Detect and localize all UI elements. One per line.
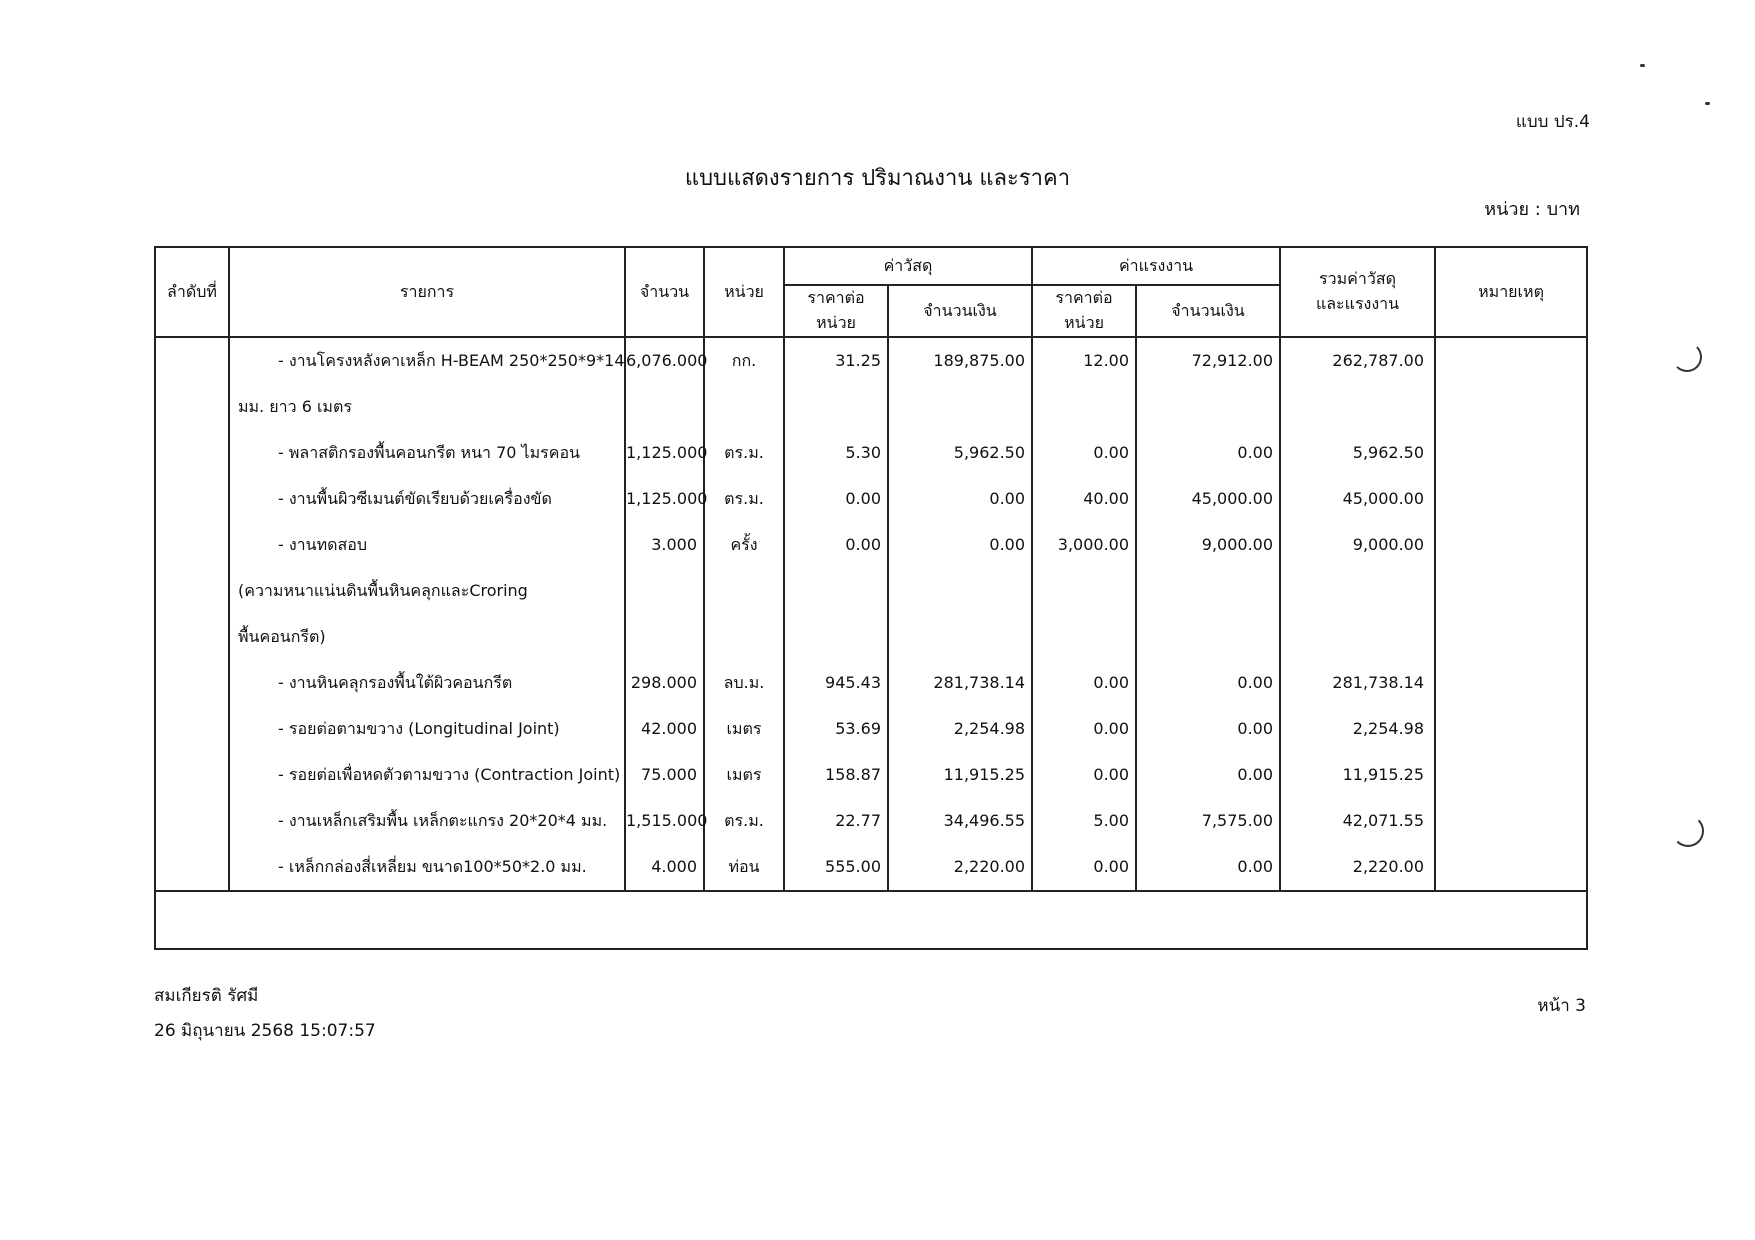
header-item: รายการ bbox=[229, 247, 625, 337]
item-lab-amount: 0.00 bbox=[1237, 857, 1274, 876]
item-total: 2,220.00 bbox=[1352, 857, 1425, 876]
item-lab-price: 12.00 bbox=[1083, 351, 1130, 370]
item-unit: เมตร bbox=[726, 765, 762, 784]
item-mat-price: 31.25 bbox=[835, 351, 881, 370]
item-qty: 42.000 bbox=[641, 719, 697, 738]
item-description-line: - พลาสติกรองพื้นคอนกรีต หนา 70 ไมรคอน bbox=[278, 443, 580, 462]
item-description-line: - งานหินคลุกรองพื้นใต้ผิวคอนกรีต bbox=[278, 673, 513, 692]
item-lab-price: 0.00 bbox=[1093, 443, 1130, 462]
item-mat-amount: 2,220.00 bbox=[953, 857, 1026, 876]
item-description-line: - งานโครงหลังคาเหล็ก H-BEAM 250*250*9*14 bbox=[278, 351, 625, 370]
spacer-line bbox=[1033, 384, 1135, 430]
header-labor-unit-price: ราคาต่อหน่วย bbox=[1032, 285, 1136, 337]
spacer-line bbox=[785, 614, 887, 660]
header-seq: ลำดับที่ bbox=[155, 247, 229, 337]
scan-punch-mark bbox=[1672, 342, 1702, 372]
spacer-line bbox=[626, 568, 703, 614]
item-mat-price: 5.30 bbox=[845, 443, 881, 462]
item-remark bbox=[1436, 752, 1586, 798]
header-labor: ค่าแรงงาน bbox=[1032, 247, 1280, 285]
spacer-line bbox=[1033, 614, 1135, 660]
item-description-line: - เหล็กกล่องสี่เหลี่ยม ขนาด100*50*2.0 มม. bbox=[278, 857, 587, 876]
item-qty: 1,125.000 bbox=[626, 489, 708, 508]
spacer-line bbox=[1137, 614, 1279, 660]
item-remark bbox=[1436, 476, 1586, 522]
header-qty: จำนวน bbox=[625, 247, 704, 337]
item-mat-amount: 11,915.25 bbox=[943, 765, 1026, 784]
item-lab-price: 5.00 bbox=[1093, 811, 1130, 830]
item-remark bbox=[1436, 798, 1586, 844]
item-total: 2,254.98 bbox=[1352, 719, 1425, 738]
item-description-line: (ความหนาแน่นดินพื้นหินคลุกและCroring bbox=[238, 581, 528, 600]
header-total-line2: และแรงงาน bbox=[1315, 294, 1400, 313]
col-remark bbox=[1435, 337, 1587, 891]
item-unit: ตร.ม. bbox=[724, 811, 764, 830]
item-mat-price: 0.00 bbox=[845, 489, 881, 508]
spacer-line bbox=[626, 614, 703, 660]
item-mat-price: 555.00 bbox=[825, 857, 881, 876]
item-unit: ท่อน bbox=[728, 857, 760, 876]
item-total: 262,787.00 bbox=[1332, 351, 1425, 370]
col-quantity bbox=[625, 337, 708, 891]
item-remark bbox=[1436, 430, 1586, 476]
header-remark: หมายเหตุ bbox=[1435, 247, 1587, 337]
header-material: ค่าวัสดุ bbox=[784, 247, 1032, 285]
spacer-line bbox=[1137, 568, 1279, 614]
item-unit: กก. bbox=[731, 351, 757, 370]
col-total bbox=[1280, 337, 1435, 891]
item-unit: ตร.ม. bbox=[724, 489, 764, 508]
item-lab-amount: 7,575.00 bbox=[1201, 811, 1274, 830]
item-lab-price: 0.00 bbox=[1093, 857, 1130, 876]
spacer-line bbox=[1137, 384, 1279, 430]
spacer-line bbox=[785, 568, 887, 614]
item-mat-amount: 2,254.98 bbox=[953, 719, 1026, 738]
scan-punch-mark bbox=[1672, 815, 1704, 847]
item-unit: ตร.ม. bbox=[724, 443, 764, 462]
item-remark bbox=[1436, 660, 1586, 706]
page-number: หน้า 3 bbox=[1537, 996, 1586, 1016]
item-lab-amount: 0.00 bbox=[1237, 673, 1274, 692]
spacer-line bbox=[1033, 568, 1135, 614]
item-mat-price: 53.69 bbox=[835, 719, 881, 738]
spacer-line bbox=[1436, 614, 1586, 660]
item-total: 5,962.50 bbox=[1352, 443, 1425, 462]
spacer-line bbox=[889, 614, 1031, 660]
items-row bbox=[155, 337, 1587, 891]
col-material-unit-price bbox=[784, 337, 888, 891]
item-lab-price: 0.00 bbox=[1093, 765, 1130, 784]
item-remark bbox=[1436, 844, 1586, 890]
item-qty: 1,125.000 bbox=[626, 443, 708, 462]
item-lab-amount: 45,000.00 bbox=[1191, 489, 1274, 508]
header-material-unit-price: ราคาต่อหน่วย bbox=[784, 285, 888, 337]
item-unit: ครั้ง bbox=[730, 535, 758, 554]
item-mat-price: 0.00 bbox=[845, 535, 881, 554]
item-description-line: พื้นคอนกรีต) bbox=[238, 627, 326, 646]
item-remark bbox=[1436, 338, 1586, 384]
item-total: 9,000.00 bbox=[1352, 535, 1425, 554]
col-labor-amount bbox=[1136, 337, 1280, 891]
item-lab-amount: 0.00 bbox=[1237, 719, 1274, 738]
item-total: 11,915.25 bbox=[1342, 765, 1425, 784]
item-unit: ลบ.ม. bbox=[723, 673, 765, 692]
spacer-line bbox=[785, 384, 887, 430]
print-timestamp: 26 มิถุนายน 2568 15:07:57 bbox=[154, 1021, 376, 1041]
item-mat-amount: 5,962.50 bbox=[953, 443, 1026, 462]
summary-cell bbox=[155, 891, 1587, 949]
item-remark bbox=[1436, 522, 1586, 568]
signer-name: สมเกียรติ รัศมี bbox=[154, 986, 259, 1006]
col-item-description bbox=[229, 337, 625, 891]
item-qty: 75.000 bbox=[641, 765, 697, 784]
scan-speck bbox=[1640, 64, 1645, 67]
scan-speck bbox=[1705, 102, 1710, 105]
spacer-line bbox=[1436, 568, 1586, 614]
col-seq bbox=[155, 337, 229, 891]
item-mat-amount: 189,875.00 bbox=[933, 351, 1026, 370]
item-mat-amount: 0.00 bbox=[989, 489, 1026, 508]
col-labor-unit-price bbox=[1032, 337, 1136, 891]
form-code: แบบ ปร.4 bbox=[1515, 112, 1590, 132]
item-description-line: - รอยต่อตามขวาง (Longitudinal Joint) bbox=[278, 719, 560, 738]
header-total bbox=[1280, 247, 1435, 337]
currency-unit-note: หน่วย : บาท bbox=[1484, 199, 1580, 220]
item-lab-price: 40.00 bbox=[1083, 489, 1130, 508]
spacer-line bbox=[1281, 568, 1434, 614]
item-mat-price: 22.77 bbox=[835, 811, 881, 830]
item-lab-amount: 0.00 bbox=[1237, 443, 1274, 462]
item-total: 42,071.55 bbox=[1342, 811, 1425, 830]
spacer-line bbox=[1436, 384, 1586, 430]
spacer-line bbox=[1281, 384, 1434, 430]
item-lab-amount: 9,000.00 bbox=[1201, 535, 1274, 554]
item-qty: 3.000 bbox=[651, 535, 697, 554]
item-lab-price: 0.00 bbox=[1093, 673, 1130, 692]
item-qty: 4.000 bbox=[651, 857, 697, 876]
item-qty: 6,076.000 bbox=[626, 351, 708, 370]
item-description-line: มม. ยาว 6 เมตร bbox=[238, 397, 352, 416]
item-description-line: - งานทดสอบ bbox=[278, 535, 368, 554]
boq-table bbox=[154, 246, 1588, 950]
item-description-line: - งานพื้นผิวซีเมนต์ขัดเรียบด้วยเครื่องขัด bbox=[278, 489, 552, 508]
item-mat-amount: 281,738.14 bbox=[933, 673, 1026, 692]
document-title: แบบแสดงรายการ ปริมาณงาน และราคา bbox=[684, 166, 1071, 191]
header-total-line1: รวมค่าวัสดุ bbox=[1319, 269, 1396, 288]
item-qty: 1,515.000 bbox=[626, 811, 708, 830]
item-mat-amount: 0.00 bbox=[989, 535, 1026, 554]
item-total: 45,000.00 bbox=[1342, 489, 1425, 508]
item-remark bbox=[1436, 706, 1586, 752]
col-material-amount bbox=[888, 337, 1032, 891]
item-total: 281,738.14 bbox=[1332, 673, 1425, 692]
item-lab-price: 3,000.00 bbox=[1057, 535, 1130, 554]
spacer-line bbox=[626, 384, 703, 430]
item-mat-price: 945.43 bbox=[825, 673, 881, 692]
item-lab-amount: 72,912.00 bbox=[1191, 351, 1274, 370]
spacer-line bbox=[889, 384, 1031, 430]
spacer-line bbox=[705, 384, 783, 430]
spacer-line bbox=[705, 568, 783, 614]
summary-row bbox=[155, 891, 1587, 949]
item-qty: 298.000 bbox=[630, 673, 697, 692]
item-unit: เมตร bbox=[726, 719, 762, 738]
header-material-amount: จำนวนเงิน bbox=[888, 285, 1032, 337]
item-lab-amount: 0.00 bbox=[1237, 765, 1274, 784]
header-unit: หน่วย bbox=[704, 247, 784, 337]
item-mat-price: 158.87 bbox=[825, 765, 881, 784]
item-description-line: - รอยต่อเพื่อหดตัวตามขวาง (Contraction Joint) bbox=[278, 765, 621, 784]
item-mat-amount: 34,496.55 bbox=[943, 811, 1026, 830]
spacer-line bbox=[1281, 614, 1434, 660]
spacer-line bbox=[705, 614, 783, 660]
item-lab-price: 0.00 bbox=[1093, 719, 1130, 738]
header-labor-amount: จำนวนเงิน bbox=[1136, 285, 1280, 337]
spacer-line bbox=[889, 568, 1031, 614]
col-unit bbox=[704, 337, 784, 891]
item-description-line: - งานเหล็กเสริมพื้น เหล็กตะแกรง 20*20*4 มม. bbox=[278, 811, 608, 830]
